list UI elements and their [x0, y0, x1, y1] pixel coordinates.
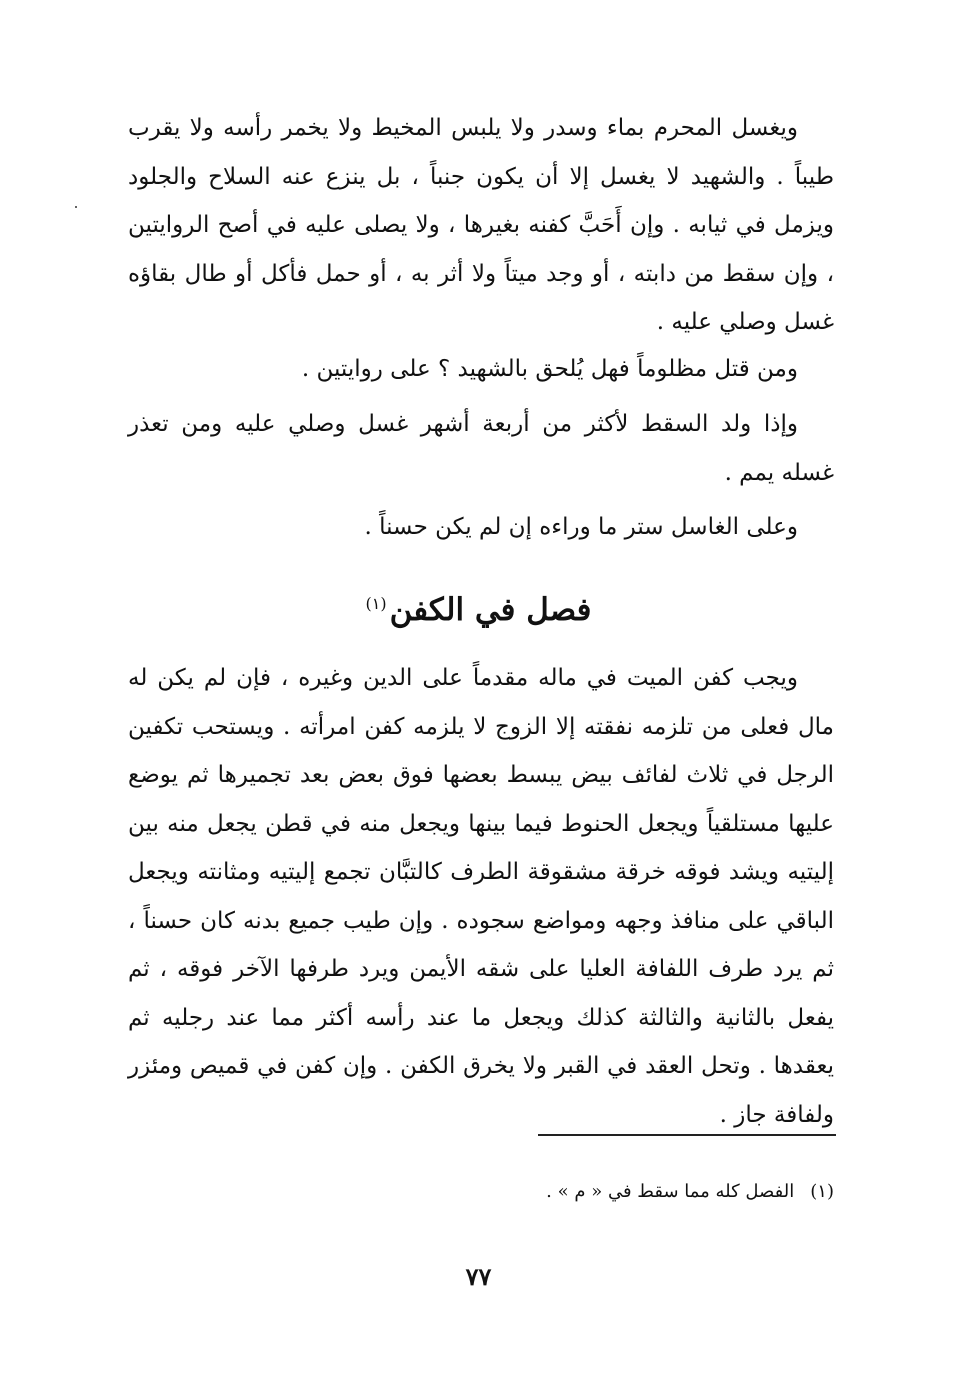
section-title: فصل في الكفن: [389, 592, 592, 628]
footnote-reference: (١): [365, 593, 387, 613]
paragraph-washer-covering: وعلى الغاسل ستر ما وراءه إن لم يكن حسناً .: [364, 514, 798, 540]
footnote-divider: [538, 1134, 836, 1136]
footnote-number: (١): [810, 1181, 834, 1202]
footnote-text: الفصل كله مما سقط في « م » .: [546, 1181, 795, 1202]
paragraph-washing-rules: ويغسل المحرم بماء وسدر ولا يلبس المخيط ولا يخمر رأسه ولا يقرب طيباً . والشهيد لا يغسل إلا أن يكون جنباً ، بل ينزع عنه السلاح والجلود ويزمل في ثيابه . وإن أَحَبَّ كفنه بغيرها ، ولا يصلى عليه في أصح الروايتين ، وإن سقط من دابته ، أو وجد ميتاً ولا أثر به ، أو حمل فأكل أو طال بقاؤه غسل وصلي عليه .: [128, 115, 834, 335]
footnote: [128, 1175, 834, 1209]
paragraph-miscarriage: وإذا ولد السقط لأكثر من أربعة أشهر غسل وصلي عليه ومن تعذر غسله يمم .: [128, 411, 834, 486]
paragraph-wrongfully-killed: ومن قتل مظلوماً فهل يُلحق بالشهيد ؟ على روايتين .: [301, 356, 798, 382]
paragraph-shroud-rules: ويجب كفن الميت في ماله مقدماً على الدين وغيره ، فإن لم يكن له مال فعلى من تلزمه نفقته إلا الزوج لا يلزمه كفن امرأته . ويستحب تكفين الرجل في ثلاث لفائف بيض يبسط بعضها فوق بعض بعد تجميرها ثم يوضع عليها مستلقياً ويجعل الحنوط فيما بينها ويجعل منه في قطن يجعل منه بين إليتيه ويشد فوقه خرقة مشقوقة الطرف كالتبَّان تجمع إليتيه ومثانته ويجعل الباقي على منافذ وجهه ومواضع سجوده . وإن طيب جميع بدنه كان حسناً ، ثم يرد طرف اللفافة العليا على شقه الأيمن ويرد طرفها الآخر فوقه ، ثم يفعل بالثانية والثالثة كذلك ويجعل ما عند رأسه أكثر مما عند رجليه ثم يعقدها . وتحل العقد في القبر ولا يخرق الكفن . وإن كفن في قميص ومئزر ولفافة جاز .: [128, 665, 834, 1128]
page-number: ٧٧: [465, 1262, 492, 1291]
scan-speck: [75, 206, 77, 208]
section-heading: [0, 585, 957, 635]
